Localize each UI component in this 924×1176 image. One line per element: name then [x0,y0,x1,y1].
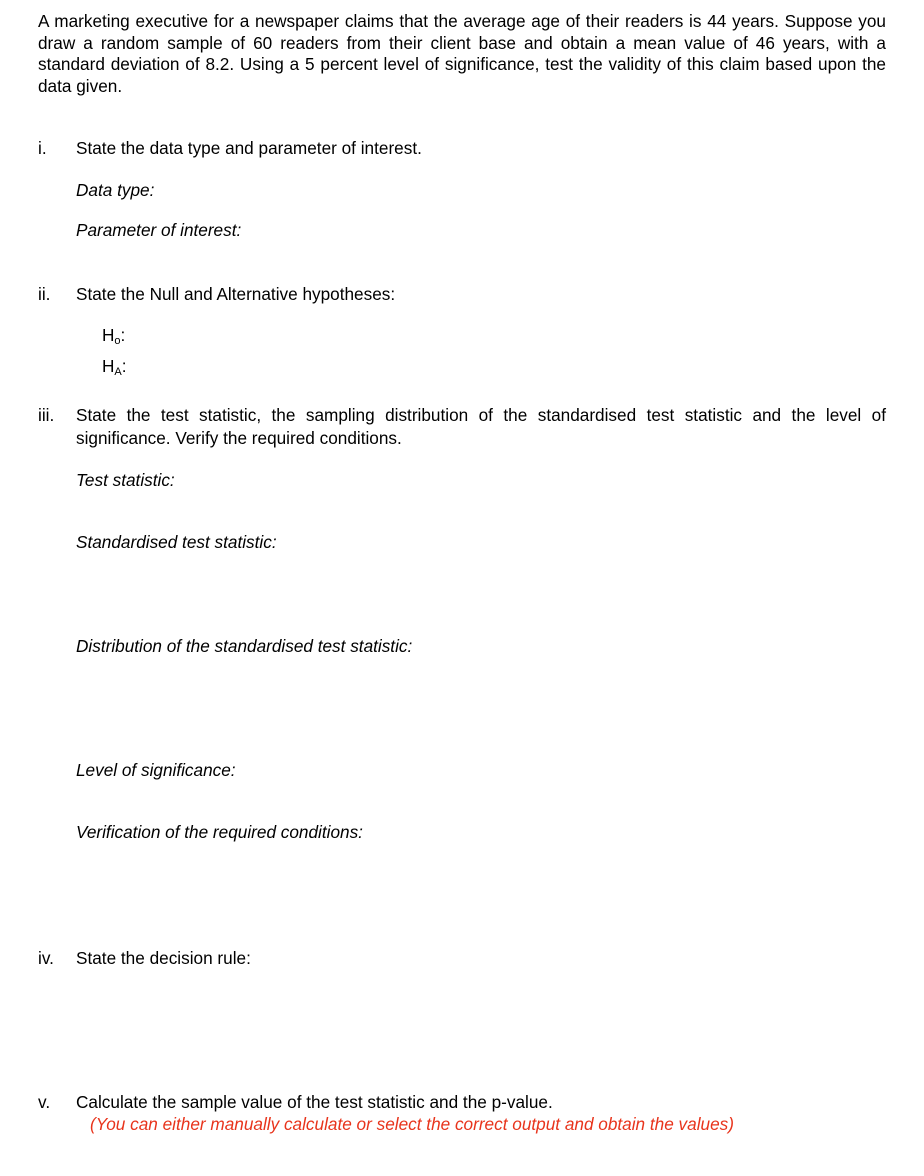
prompt-parameter-of-interest: Parameter of interest: [76,220,242,240]
question-text-iii: State the test statistic, the sampling distribution of the standardised test statistic and the level of significance. Verify the required conditions. [76,405,886,448]
prompt-data-type: Data type: [76,180,155,200]
null-hypothesis-label: $H_o$: [102,325,126,347]
prompt-standardised-test-statistic: Standardised test statistic: [76,532,277,552]
question-text-v: Calculate the sample value of the test statistic and the p-value. [76,1092,553,1112]
question-text-i: State the data type and parameter of interest. [76,138,422,158]
question-number-ii: ii. [38,284,51,304]
problem-statement: A marketing executive for a newspaper claims that the average age of their readers is 44 years. Suppose you draw a random sample of 60 readers from their client base and obtain a mean value of 46 years, with a standard deviation of 8.2. Using a 5 percent level of significance, test the validity of this claim based upon the data given. [38,11,886,96]
prompt-distribution: Distribution of the standardised test statistic: [76,636,413,656]
prompt-level-of-significance: Level of significance: [76,760,236,780]
question-text-ii: State the Null and Alternative hypotheses: [76,284,396,304]
question-number-iii: iii. [38,405,55,425]
question-text-iv: State the decision rule: [76,948,251,968]
calculation-note: (You can either manually calculate or select the correct output and obtain the values) [90,1114,734,1134]
alternative-hypothesis-label: $H_A$: [102,356,127,378]
prompt-verification-conditions: Verification of the required conditions: [76,822,363,842]
question-number-iv: iv. [38,948,54,968]
prompt-test-statistic: Test statistic: [76,470,175,490]
question-number-i: i. [38,138,47,158]
question-number-v: v. [38,1092,51,1112]
